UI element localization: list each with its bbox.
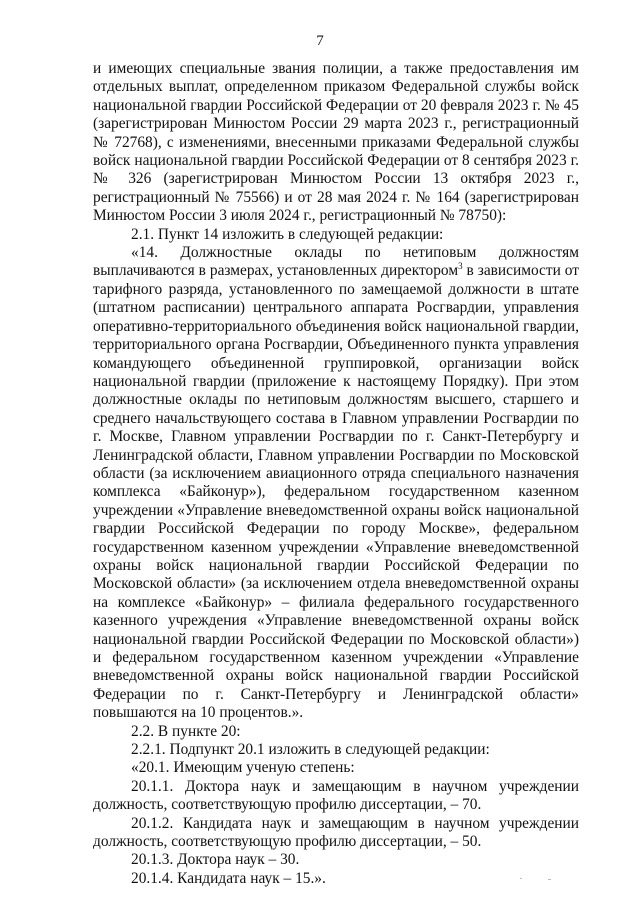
paragraph-point-14 bbox=[93, 244, 579, 723]
paragraph-2-2: 2.2. В пункте 20: bbox=[131, 722, 241, 740]
page-number: 7 bbox=[316, 33, 324, 49]
footnote-mark: 3 bbox=[458, 261, 463, 272]
paragraph-20-1-1: 20.1.1. Доктора наук и замещающим в научном учреждении должность, соответствующую профилю диссертации, – 70. bbox=[93, 777, 579, 814]
scan-speck bbox=[520, 878, 522, 879]
paragraph-20-1-3: 20.1.3. Доктора наук – 30. bbox=[131, 851, 300, 869]
point-14-text-end: в зависимости от тарифного разряда, установленного по замещаемой должности в штате (штатном расписании) центрального аппарата Росгвардии, управления оперативно-территориального объединения войск национальной гвардии, территориального органа Росгвардии, Объединенного пункта управления командующего объединенной группировкой, организации войск национальной гвардии (приложение к настоящему Порядку). При этом должностные оклады по нетиповым должностям высшего, старшего и среднего начальствующего состава в Главном управлении Росгвардии по г. Москве, Главном управлении Росгвардии по г. Санкт-Петербургу и Ленинградской области, Главном управлении Росгвардии по Московской области (за исключением авиационного отряда специального назначения комплекса «Байконур»), федеральном государственном казенном учреждении «Управление вневедомственной охраны войск национальной гвардии Российской Федерации по городу Москве», федеральном государственном казенном учреждении «Управление вневедомственной охраны войск национальной гвардии Российской Федерации по Московской области» (за исключением отдела вневедомственной охраны на комплексе «Байконур» – филиала федерального государственного казенного учреждения «Управление вневедомственной охраны войск национальной гвардии Российской Федерации по Московской области») и федеральном государственном казенном учреждении «Управление вневедомственной охраны войск национальной гвардии Российской Федерации по г. Санкт-Петербургу и Ленинградской области» повышаются на 10 процентов.». bbox=[93, 262, 580, 722]
paragraph-20-1-4: 20.1.4. Кандидата наук – 15.». bbox=[131, 869, 326, 887]
paragraph-20-1-2: 20.1.2. Кандидата наук и замещающим в научном учреждении должность, соответствующую профилю диссертации, – 50. bbox=[93, 814, 579, 851]
paragraph-2-1-heading: 2.1. Пункт 14 изложить в следующей редакции: bbox=[131, 225, 444, 243]
document-body bbox=[93, 60, 579, 888]
paragraph-2-2-1: 2.2.1. Подпункт 20.1 изложить в следующей редакции: bbox=[131, 741, 490, 759]
point-14-text-start: «14. Должностные оклады по нетиповым должностям выплачиваются в размерах, установленных директором bbox=[93, 244, 579, 280]
scan-speck bbox=[548, 879, 551, 880]
paragraph-order-reference: и имеющих специальные звания полиции, а также предоставления им отдельных выплат, определенном приказом Федеральной службы войск национальной гвардии Российской Федерации от 20 февраля 2023 г. № 45 (зарегистрирован Минюстом России 29 марта 2023 г., регистрационный № 72768), с изменениями, внесенными приказами Федеральной службы войск национальной гвардии Российской Федерации от 8 сентября 2023 г. № 326 (зарегистрирован Минюстом России 13 октября 2023 г., регистрационный № 75566) и от 28 мая 2024 г. № 164 (зарегистрирован Минюстом России 3 июля 2024 г., регистрационный № 78750): bbox=[93, 60, 579, 225]
paragraph-20-1: «20.1. Имеющим ученую степень: bbox=[131, 759, 355, 777]
